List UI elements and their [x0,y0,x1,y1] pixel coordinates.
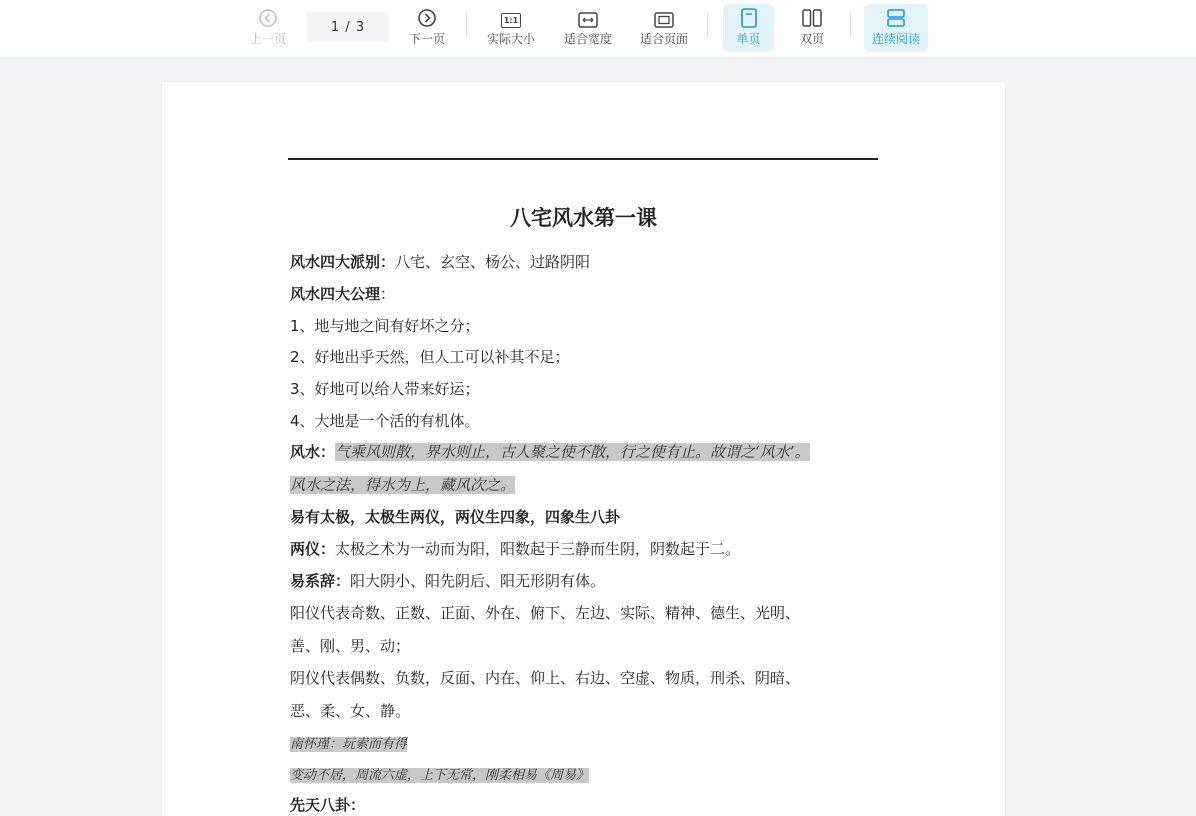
schools-paragraph: 风水四大派别：八宅、玄空、杨公、过路阴阳 [290,253,591,271]
axiom-1: 1、地与地之间有好坏之分； [290,317,480,335]
zhouyi-quote: 变动不居，周流六虚，上下无常，刚柔相易《周易》 [290,768,590,783]
double-page-button[interactable] [788,4,836,52]
liangyi-label: 两仪 [290,540,321,558]
taiji-heading [290,507,620,527]
header-rule [288,158,878,160]
xiantian-heading [290,795,365,815]
next-page-button[interactable] [403,4,451,52]
page-number-input[interactable]: 1 / 3 [307,12,389,42]
prev-page-button[interactable] [244,4,292,52]
fengshui-label: 风水 [290,443,321,461]
axiom-2: 2、好地出乎天然，但人工可以补其不足； [290,348,570,366]
axioms-label: 风水四大公理 [290,285,381,303]
fengshui-quote-2: 风水之法，得水为上，藏风次之。 [290,476,516,494]
continuous-reading-button[interactable] [864,4,928,52]
chevron-right-circle-icon [417,4,437,28]
continuous-reading-label: 连续阅读 [871,32,920,46]
single-page-button[interactable] [723,4,774,52]
yixici-label: 易系辞 [290,572,336,590]
liangyi-paragraph: 两仪：太极之术为一动而为阳，阳数起于三静而生阴，阴数起于二。 [290,540,741,558]
nan-quote: 南怀瑾：玩索而有得 [290,737,408,752]
double-page-icon [802,4,822,28]
viewer-toolbar [0,0,1196,58]
actual-size-icon: 1:1 [501,4,521,28]
toolbar-divider [466,12,467,38]
schools-label: 风水四大派别 [290,253,381,271]
yixici-text: 阳大阴小、阳先阴后、阳无形阴有体。 [350,572,606,590]
yang-line-1: 阳仪代表奇数、正数、正面、外在、俯下、左边、实际、精神、德生、光明、 [290,604,801,622]
double-page-label: 双页 [799,32,824,46]
fengshui-quote-1: 气乘风则散，界水则止，古人聚之使不散，行之使有止。故谓之‘风水’。 [335,443,810,461]
fengshui-quote-line-2 [290,475,515,495]
prev-page-label: 上一页 [249,32,286,46]
axiom-4: 4、大地是一个活的有机体。 [290,412,480,430]
document-page [162,82,1005,816]
fit-width-icon [578,4,598,28]
chevron-left-circle-icon [258,4,278,28]
axioms-heading: 风水四大公理： [290,285,396,303]
xiantian-label: 先天八卦： [290,796,366,814]
single-page-label: 单页 [736,32,761,46]
toolbar-divider [850,12,851,38]
yin-line-1: 阴仪代表偶数、负数，反面、内在、仰上、右边、空虚、物质，刑杀、阴暗、 [290,669,801,687]
toolbar-divider [707,12,708,38]
actual-size-button[interactable] [482,4,540,52]
yang-line-2: 善、刚、男、动； [290,637,411,655]
fit-page-label: 适合页面 [639,32,688,46]
yin-line-2: 恶、柔、女、静。 [290,702,411,720]
actual-size-label: 实际大小 [486,32,535,46]
taiji-heading-text: 易有太极，太极生两仪，两仪生四象，四象生八卦 [290,508,621,526]
yixici-paragraph: 易系辞：阳大阴小、阳先阴后、阳无形阴有体。 [290,572,606,590]
fengshui-paragraph: 风水：气乘风则散，界水则止，古人聚之使不散，行之使有止。故谓之‘风水’。 [290,443,810,461]
axiom-3: 3、好地可以给人带来好运； [290,380,480,398]
zhouyi-quote-line [290,764,589,786]
fit-width-label: 适合宽度 [563,32,612,46]
nan-quote-line [290,733,407,755]
single-page-icon [741,4,757,28]
schools-text: 八宅、玄空、杨公、过路阴阳 [395,253,591,271]
document-title: 八宅风水第一课 [510,205,657,230]
fit-page-icon [654,4,674,28]
continuous-reading-icon [886,4,906,28]
next-page-label: 下一页 [408,32,445,46]
fit-page-button[interactable] [635,4,693,52]
fit-width-button[interactable] [559,4,617,52]
liangyi-text: 太极之术为一动而为阳，阳数起于三静而生阴，阴数起于二。 [335,540,741,558]
